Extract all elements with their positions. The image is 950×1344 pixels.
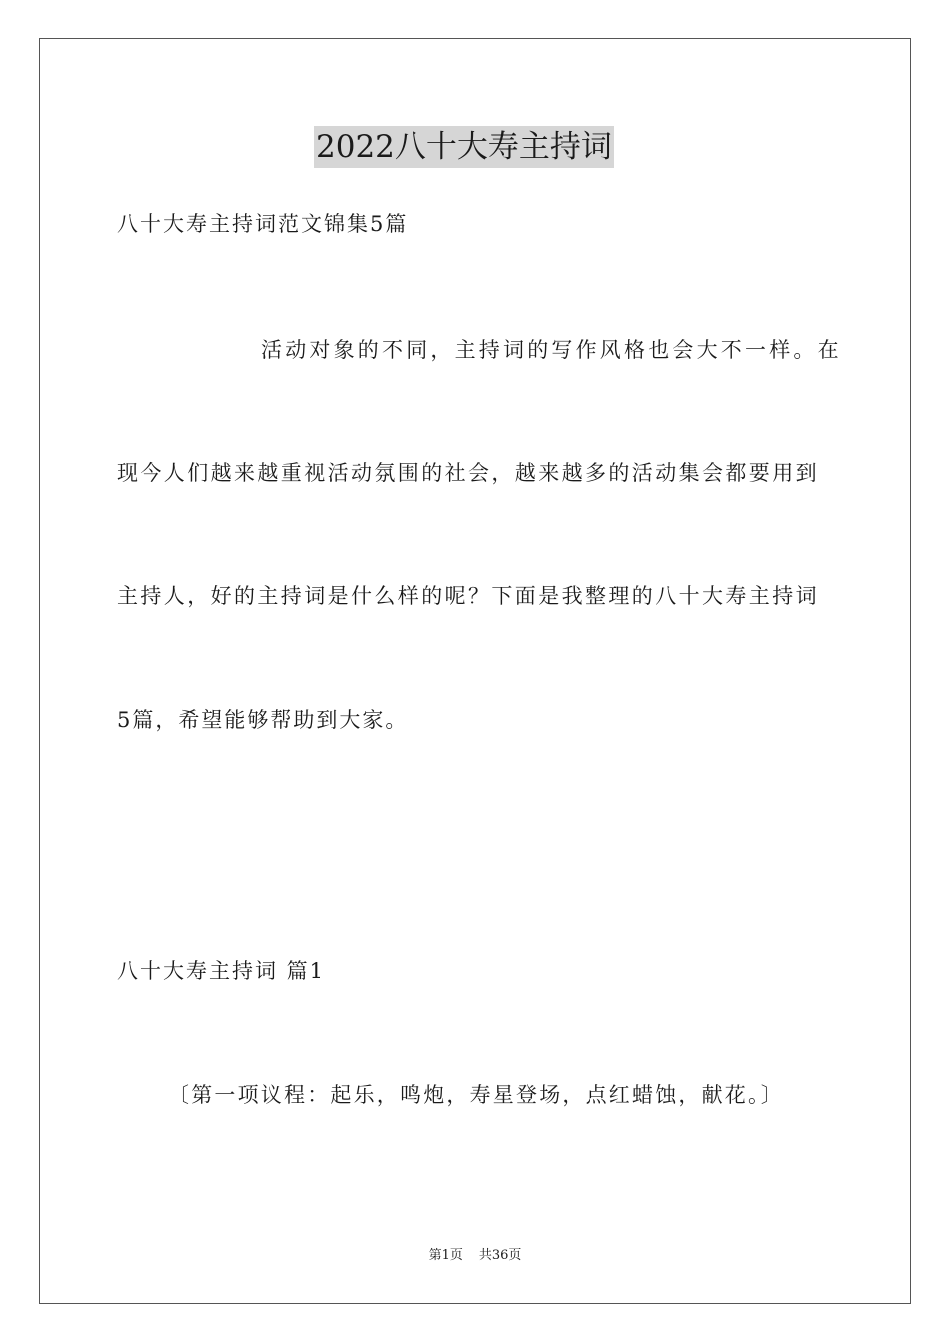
section-heading: 八十大寿主持词 篇1 bbox=[117, 959, 326, 983]
page-footer bbox=[0, 1247, 950, 1265]
intro-paragraph-line-4: 5篇，希望能够帮助到大家。 bbox=[117, 708, 409, 732]
page-total: 共36页 bbox=[478, 1248, 522, 1263]
agenda-item: 〔第一项议程：起乐，鸣炮，寿星登场，点红蜡蚀，献花。〕 bbox=[168, 1083, 784, 1107]
intro-paragraph-line-2: 现今人们越来越重视活动氛围的社会，越来越多的活动集会都要用到 bbox=[117, 461, 819, 485]
page-number: 第1页 bbox=[428, 1248, 463, 1263]
intro-paragraph-line-3: 主持人，好的主持词是什么样的呢？下面是我整理的八十大寿主持词 bbox=[117, 584, 819, 608]
document-title: 2022八十大寿主持词 bbox=[314, 126, 614, 168]
intro-paragraph-line-1: 活动对象的不同，主持词的写作风格也会大不一样。在 bbox=[261, 338, 842, 362]
document-subtitle: 八十大寿主持词范文锦集5篇 bbox=[117, 212, 409, 236]
